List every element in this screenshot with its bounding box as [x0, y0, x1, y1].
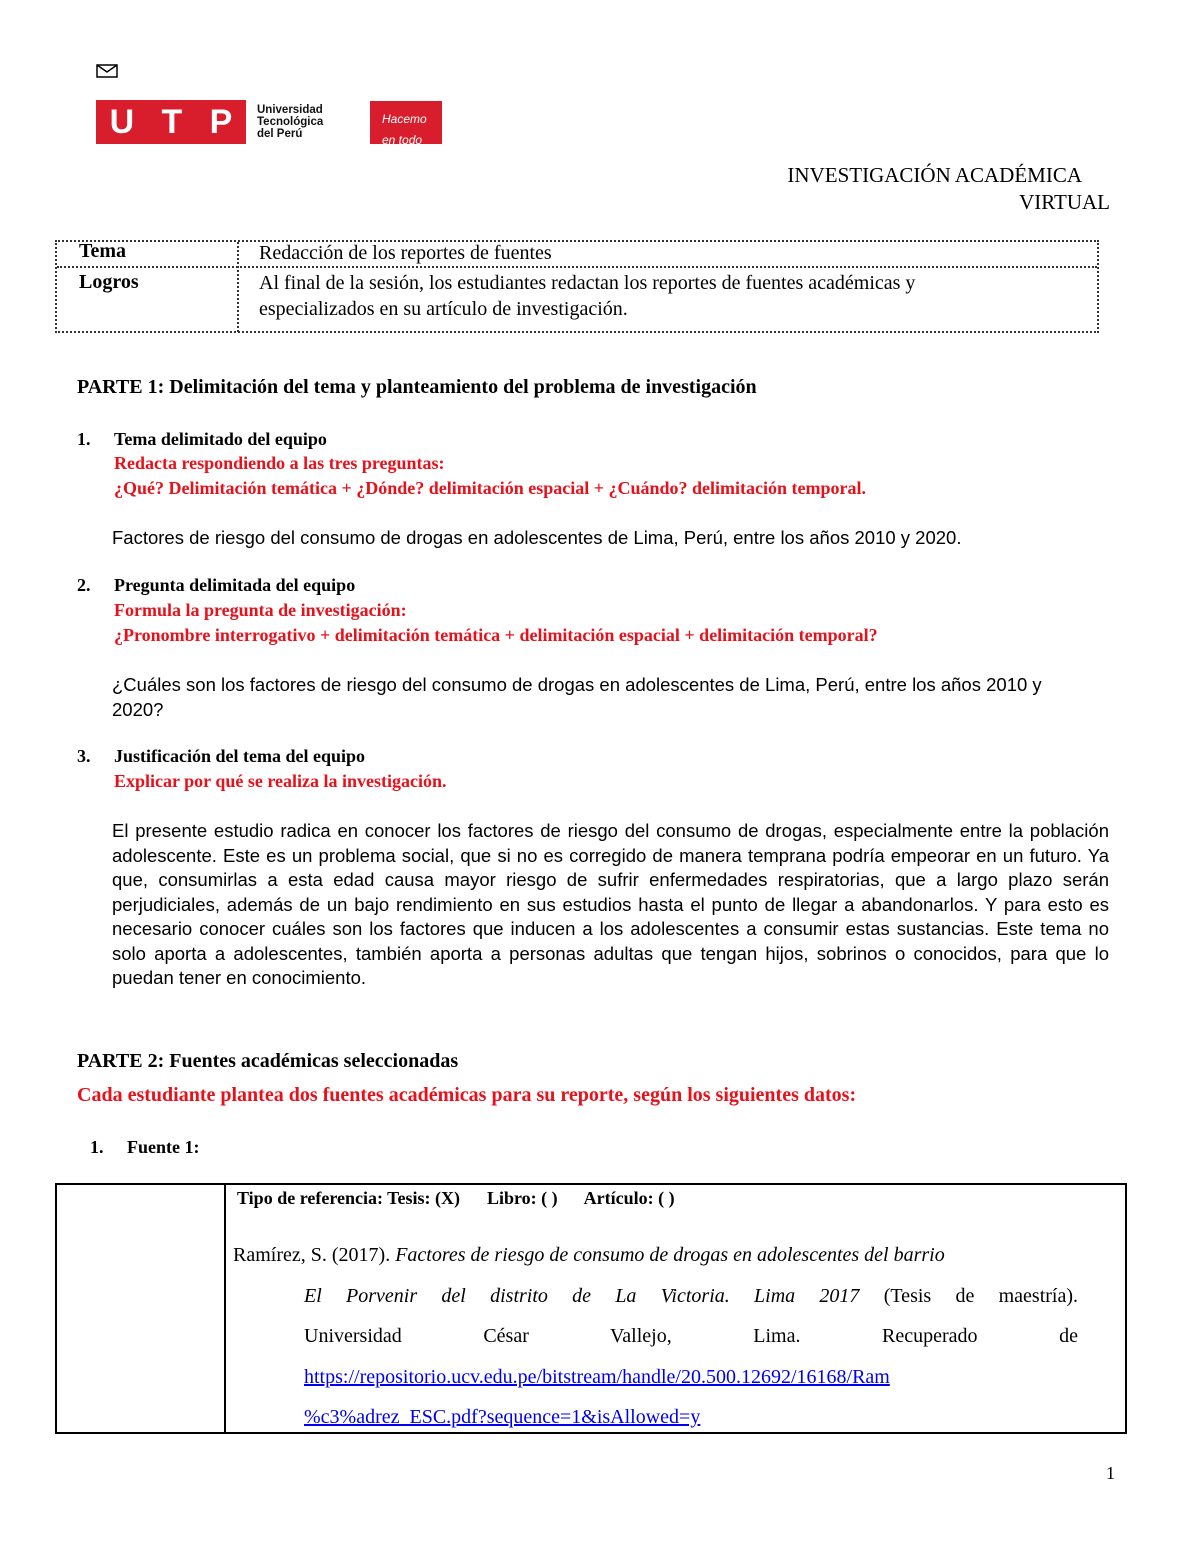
item-answer: Factores de riesgo del consumo de drogas en adolescentes de Lima, Perú, entre los años 2010 y 2020. [112, 527, 962, 548]
item-answer: El presente estudio radica en conocer los factores de riesgo del consumo de drogas, especialmente entre la población adolescente. Este es un problema social, que si no es corregido de manera temprana podría empeorar en un futuro. Ya que, consumirlas a esta edad causa mayor riesgo de sufrir enfermedades respiratorias, que a largo plazo serán perjudiciales, además de un bajo rendimiento en sus estudios hasta el punto de llegar a abandonarlos. Y para esto es necesario conocer cuáles son los factores que inducen a los adolescentes a consumir estas sustancias. Este tema no solo aporta a adolescentes, también aporta a personas adultas que tengan hijos, sobrinos o conocidos, para que lo puedan tener en conocimiento. [112, 820, 1109, 988]
reference-title: Factores de riesgo de consumo de drogas en adolescentes del barrio [395, 1244, 945, 1266]
source-number: 1. [90, 1137, 104, 1157]
tema-label: Tema [79, 240, 127, 262]
slogan-line: Hacemo [382, 112, 427, 126]
reference-author: Ramírez, S. (2017). [233, 1244, 396, 1266]
reference-url-link[interactable]: %c3%adrez_ESC.pdf?sequence=1&isAllowed=y [304, 1406, 701, 1428]
table-divider [57, 266, 1097, 268]
page-number: 1 [1106, 1463, 1115, 1483]
item-title: Tema delimitado del equipo [114, 429, 327, 449]
logo-letter: U [109, 102, 135, 141]
item-number: 3. [77, 746, 91, 766]
institution-line: Universidad [257, 104, 323, 116]
item-instruction: Explicar por qué se realiza la investigación. [114, 771, 447, 791]
item-title: Pregunta delimitada del equipo [114, 575, 356, 595]
reference-details: (Tesis de maestría). [859, 1284, 1079, 1307]
document-subtitle: VIRTUAL [1019, 190, 1110, 214]
slogan-banner [370, 101, 442, 144]
item-number: 2. [77, 575, 91, 595]
source-label: Fuente 1: [127, 1137, 200, 1157]
item-instruction: ¿Pronombre interrogativo + delimitación temática + delimitación espacial + delimitación temporal? [114, 625, 878, 645]
slogan-line: en todo [382, 133, 423, 144]
logo-letter: P [209, 102, 233, 141]
institution-name [257, 104, 323, 140]
document-title: INVESTIGACIÓN ACADÉMICA [787, 163, 1082, 187]
part2-instruction: Cada estudiante plantea dos fuentes académicas para su reporte, según los siguientes datos: [77, 1084, 857, 1106]
table-divider [224, 1185, 226, 1433]
item-instruction: Redacta respondiendo a las tres preguntas: [114, 453, 445, 473]
logo-letter: T [161, 102, 183, 141]
reference-title-continued: El Porvenir del distrito de La Victoria. Lima 2017 [304, 1284, 860, 1307]
session-info-table [55, 240, 1099, 333]
tema-value: Redacción de los reportes de fuentes [259, 242, 552, 264]
institution-line: Tecnológica [257, 116, 324, 128]
logros-label: Logros [79, 271, 139, 293]
envelope-icon [96, 62, 118, 78]
table-divider [237, 242, 239, 332]
item-instruction: Formula la pregunta de investigación: [114, 600, 407, 620]
item-title: Justificación del tema del equipo [114, 746, 365, 766]
part2-heading: PARTE 2: Fuentes académicas seleccionadas [77, 1050, 459, 1072]
reference-details-continued: Universidad César Vallejo, Lima. Recuperado de [304, 1325, 1078, 1347]
reference-type: Tipo de referencia: Tesis: (X) Libro: ( ) Artículo: ( ) [237, 1188, 675, 1208]
source-table [55, 1183, 1127, 1434]
part1-heading: PARTE 1: Delimitación del tema y planteamiento del problema de investigación [77, 376, 757, 398]
logros-value-line: especializados en su artículo de investigación. [259, 298, 628, 320]
item-instruction: ¿Qué? Delimitación temática + ¿Dónde? delimitación espacial + ¿Cuándo? delimitación temporal. [114, 478, 866, 498]
reference-url-link[interactable]: https://repositorio.ucv.edu.pe/bitstream/handle/20.500.12692/16168/Ram [304, 1365, 890, 1388]
item-number: 1. [77, 429, 91, 449]
reference-citation [233, 1235, 1078, 1438]
institution-line: del Perú [257, 128, 303, 140]
logros-value-line: Al final de la sesión, los estudiantes redactan los reportes de fuentes académicas y [259, 272, 916, 294]
utp-logo [96, 100, 246, 144]
item-answer: ¿Cuáles son los factores de riesgo del consumo de drogas en adolescentes de Lima, Perú, entre los años 2010 y 2020? [112, 674, 1042, 720]
